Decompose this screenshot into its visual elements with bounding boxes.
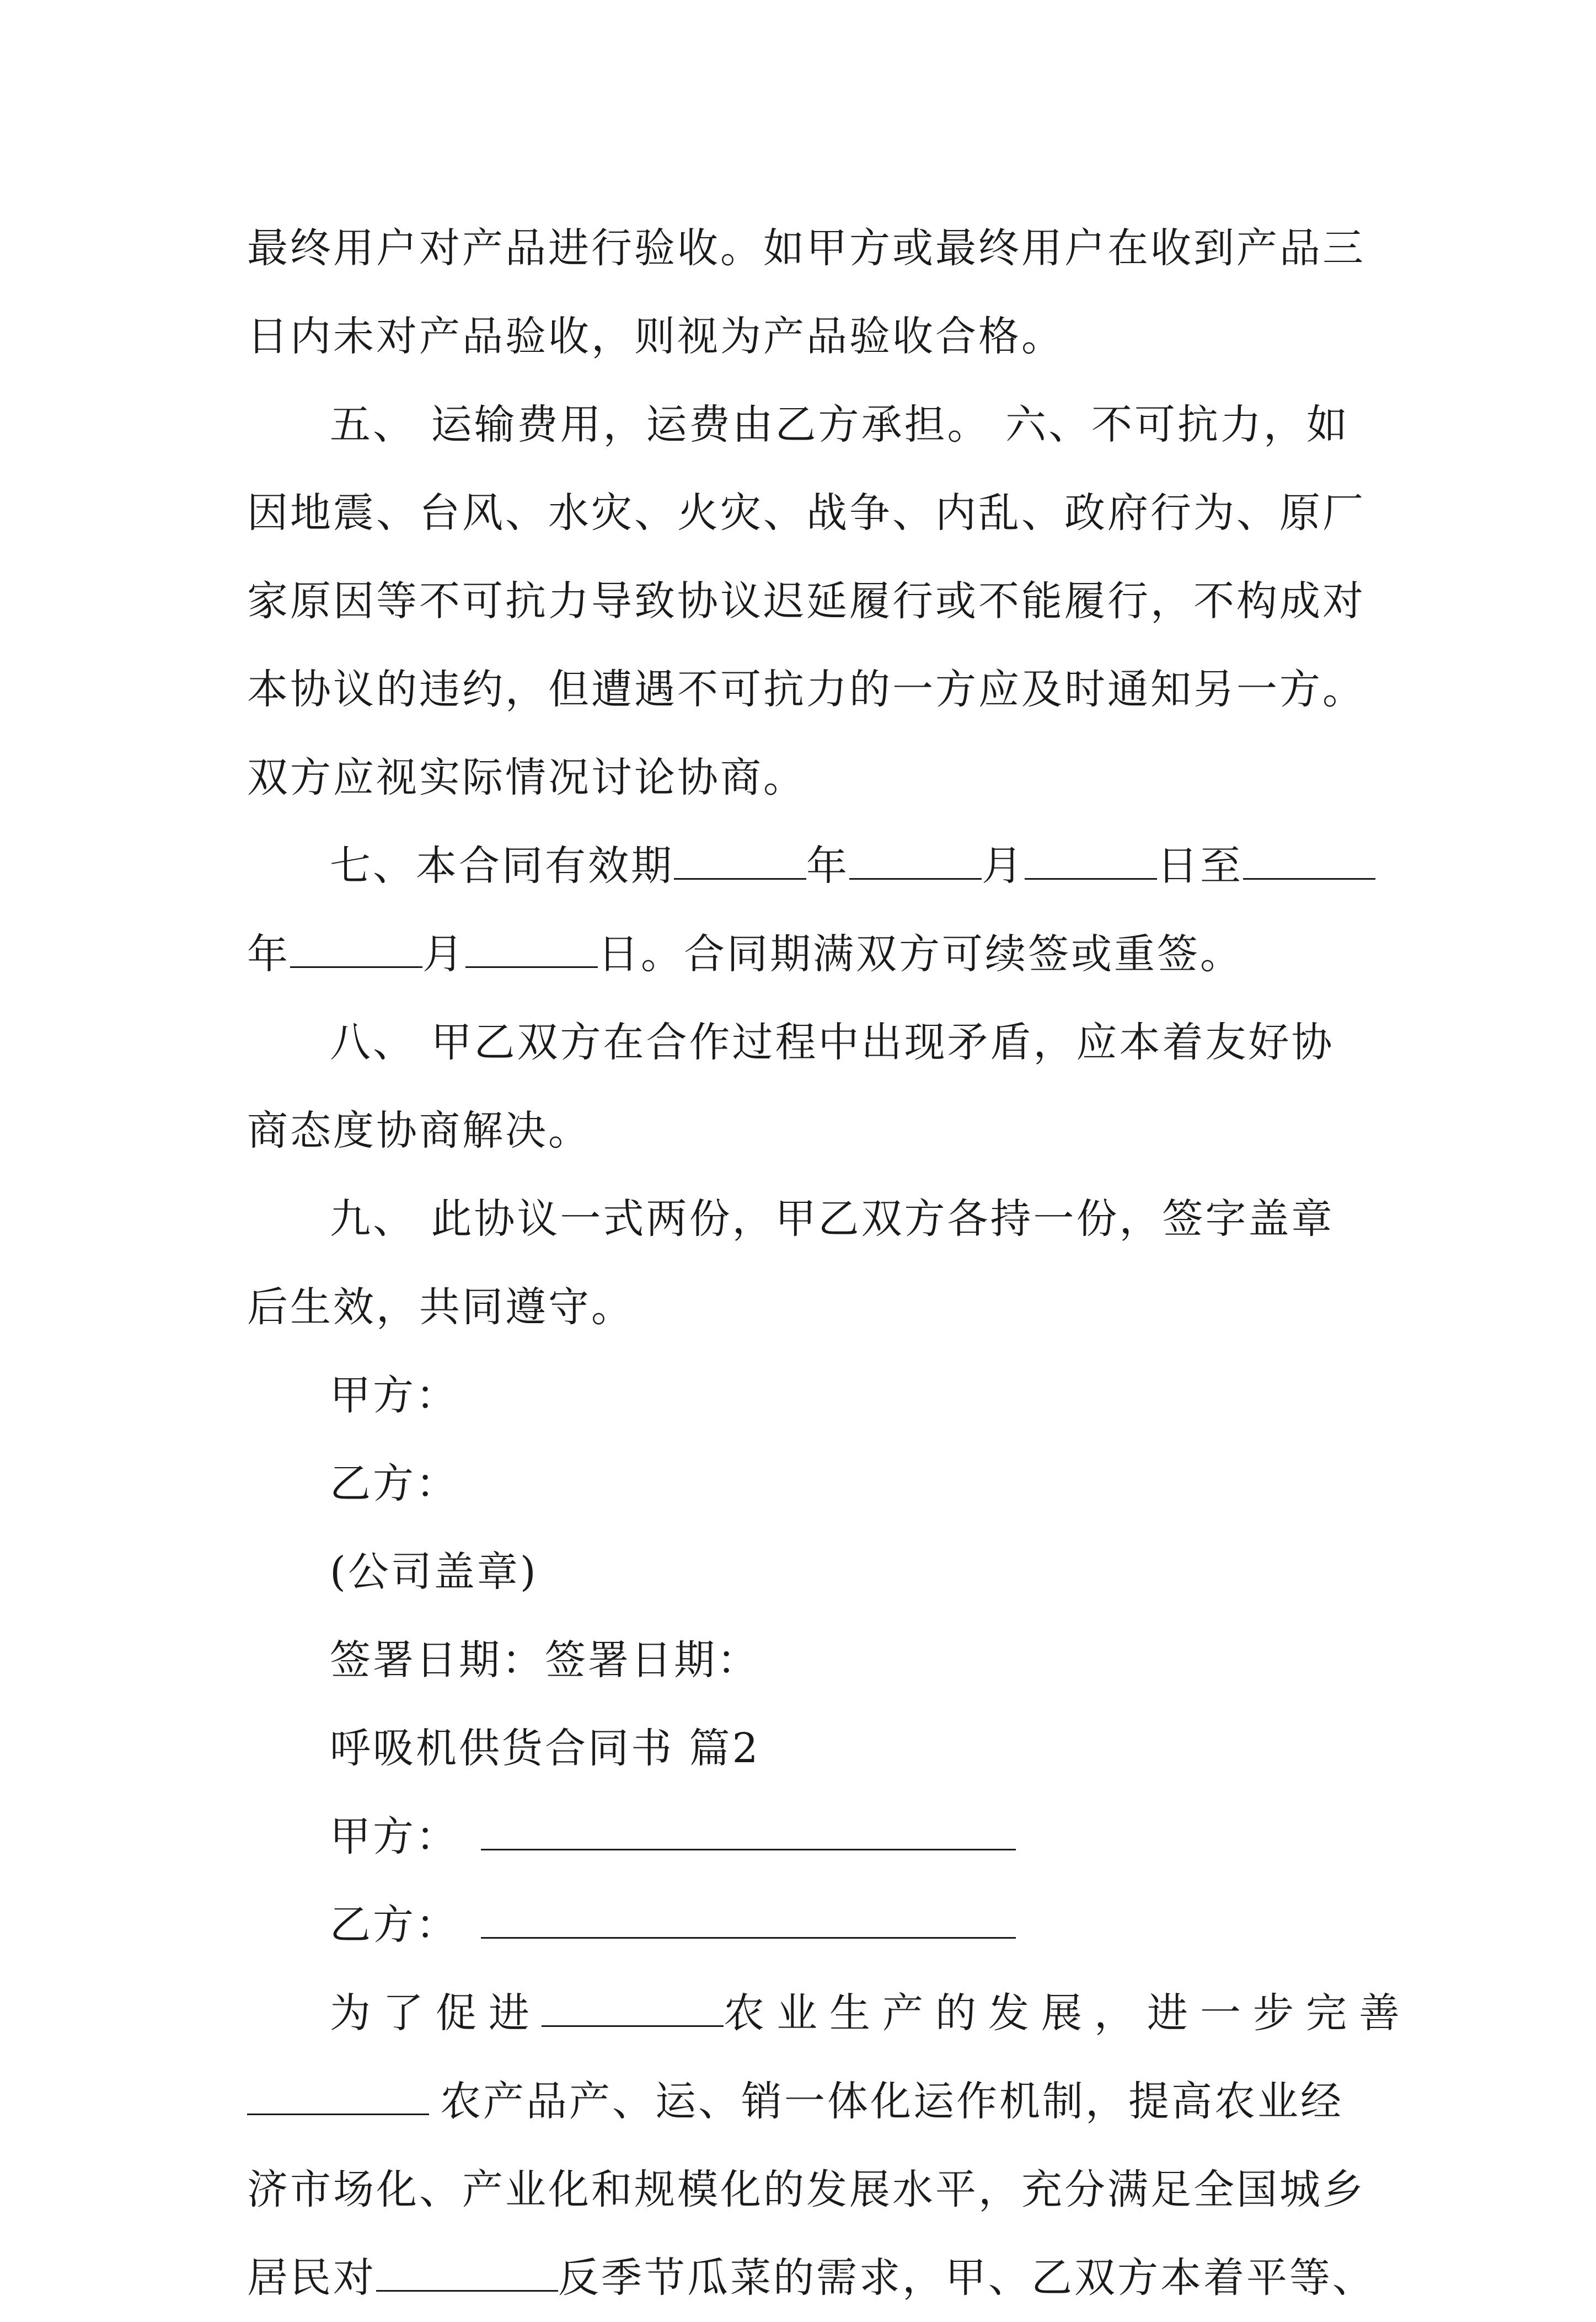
blank-line: [247, 2080, 429, 2115]
party-a-line: [247, 1793, 1356, 1881]
text-span: 居民对: [247, 2254, 376, 2302]
text-line: 因地震、台风、水灾、火灾、战争、内乱、政府行为、原厂: [247, 489, 1365, 537]
text-span: 反季节瓜菜的需求，甲、乙双方本着平等、: [558, 2254, 1375, 2302]
text-line: [247, 204, 1365, 292]
text-span: 月: [982, 842, 1025, 890]
clause-seven-line: [247, 910, 1356, 998]
text-line: 后生效，共同遵守。: [247, 1283, 634, 1331]
text-line: 双方应视实际情况讨论协商。: [247, 754, 806, 801]
blank-line: [674, 845, 806, 880]
text-span: 农业生产的发展，进一步完善: [724, 1989, 1412, 2037]
text-line: 济市场化、产业化和规模化的发展水平，充分满足全国城乡: [247, 2166, 1365, 2213]
blank-line: [481, 1904, 1016, 1939]
text-span: 为了促进: [330, 1989, 542, 2037]
text-line: [247, 2057, 1356, 2146]
blank-line: [1025, 845, 1157, 880]
blank-line: [849, 845, 982, 880]
text-span: 农产品产、运、销一体化运作机制，提高农业经: [440, 2078, 1343, 2125]
section-title: 呼吸机供货合同书 篇2: [330, 1725, 760, 1772]
text-span: 七、本合同有效期: [330, 842, 674, 890]
clause-seven-line: [247, 822, 1356, 910]
text-span: 甲方：: [330, 1813, 459, 1860]
party-a-label: 甲方：: [330, 1372, 459, 1419]
text-line: 日内未对产品验收，则视为产品验收合格。: [247, 313, 1064, 360]
text-span: 日至: [1157, 842, 1243, 890]
text-line: [247, 2234, 1375, 2322]
text-span: 年: [247, 930, 290, 978]
text-line: 五、 运输费用，运费由乙方承担。 六、不可抗力，如: [330, 401, 1350, 448]
blank-line: [481, 1816, 1016, 1850]
text-span: 日。合同期满双方可续签或重签。: [598, 930, 1243, 978]
blank-line: [465, 933, 598, 968]
text-line: 本协议的违约，但遭遇不可抗力的一方应及时通知另一方。: [247, 666, 1365, 713]
text-line: [247, 1969, 1412, 2057]
document-page: [247, 204, 1412, 2322]
party-b-line: [247, 1881, 1356, 1969]
text-line: 九、 此协议一式两份，甲乙双方各持一份，签字盖章: [330, 1195, 1335, 1243]
text-span: 月: [422, 930, 465, 978]
text-span: 最终用户对产品进行验收。如甲方或最终用户在收到产品三: [247, 224, 1365, 272]
company-seal-label: (公司盖章): [330, 1548, 538, 1596]
blank-line: [1243, 845, 1375, 880]
text-line: 商态度协商解决。: [247, 1107, 591, 1154]
text-span: 年: [806, 842, 849, 890]
blank-line: [376, 2257, 558, 2292]
text-span: 乙方：: [330, 1901, 459, 1949]
text-line: 家原因等不可抗力导致协议迟延履行或不能履行，不构成对: [247, 577, 1365, 625]
blank-line: [542, 1992, 724, 2027]
party-b-label: 乙方：: [330, 1460, 459, 1507]
text-line: 八、 甲乙双方在合作过程中出现矛盾，应本着友好协: [330, 1019, 1335, 1066]
blank-line: [290, 933, 422, 968]
signing-date-label: 签署日期：签署日期：: [330, 1636, 760, 1684]
